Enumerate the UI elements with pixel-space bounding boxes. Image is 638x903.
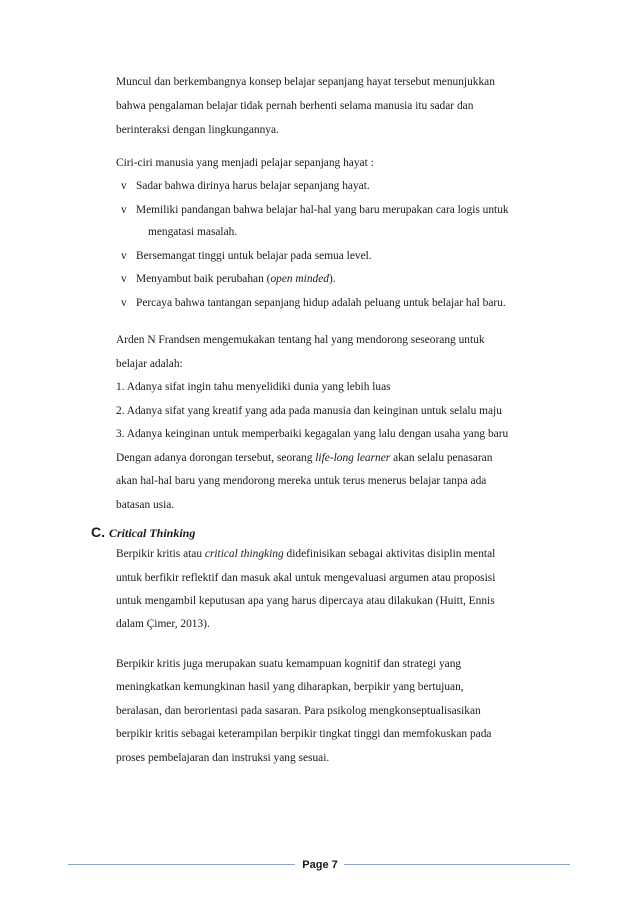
frandsen-list-2: 2. Adanya sifat yang kreatif yang ada pada manusia dan keinginan untuk selalu maju bbox=[116, 405, 502, 417]
frandsen-closing-2: akan hal-hal baru yang mendorong mereka untuk terus menerus belajar tanpa ada bbox=[116, 475, 487, 487]
critical-p2-line-3: beralasan, dan berorientasi pada sasaran. Para psikolog mengkonseptualisasikan bbox=[116, 705, 481, 717]
frandsen-closing-1: Dengan adanya dorongan tersebut, seorang life-long learner akan selalu penasaran bbox=[116, 452, 493, 464]
para1-line-2: bahwa pengalaman belajar tidak pernah berhenti selama manusia itu sadar dan bbox=[116, 100, 474, 112]
section-title: Critical Thinking bbox=[109, 526, 196, 540]
critical-p1-line-4: dalam Çimer, 2013). bbox=[116, 618, 210, 630]
frandsen-closing-3: batasan usia. bbox=[116, 499, 175, 511]
critical-p2-line-1: Berpikir kritis juga merupakan suatu kemampuan kognitif dan strategi yang bbox=[116, 658, 462, 670]
bullet-glyph: v bbox=[121, 250, 127, 262]
ciri-item-2-cont: mengatasi masalah. bbox=[148, 226, 238, 238]
open-minded-italic: open minded bbox=[270, 273, 329, 285]
critical-p2-line-4: berpikir kritis sebagai keterampilan berpikir tingkat tinggi dan memfokuskan pada bbox=[116, 728, 492, 740]
ciri-item-2: v Memiliki pandangan bahwa belajar hal-hal yang baru merupakan cara logis untuk bbox=[121, 204, 509, 216]
ciri-item-4: v Menyambut baik perubahan (open minded). bbox=[121, 273, 336, 285]
critical-p1-line-1: Berpikir kritis atau critical thingking didefinisikan sebagai aktivitas disiplin mental bbox=[116, 548, 496, 560]
bullet-glyph: v bbox=[121, 204, 127, 216]
frandsen-line-1: Arden N Frandsen mengemukakan tentang hal yang mendorong seseorang untuk bbox=[116, 334, 485, 346]
ciri-item-1: v Sadar bahwa dirinya harus belajar sepanjang hayat. bbox=[121, 180, 370, 192]
ciri-item-3: v Bersemangat tinggi untuk belajar pada semua level. bbox=[121, 250, 372, 262]
bullet-glyph: v bbox=[121, 273, 127, 285]
frandsen-list-3: 3. Adanya keinginan untuk memperbaiki kegagalan yang lalu dengan usaha yang baru bbox=[116, 428, 509, 440]
critical-p1-line-2: untuk berfikir reflektif dan masuk akal untuk mengevaluasi argumen atau proposisi bbox=[116, 572, 496, 584]
critical-p2-line-5: proses pembelajaran dan instruksi yang sesuai. bbox=[116, 752, 330, 764]
footer-rule-right bbox=[344, 864, 570, 865]
critical-thingking-italic: critical thingking bbox=[204, 548, 284, 560]
ciri-intro: Ciri-ciri manusia yang menjadi pelajar sepanjang hayat : bbox=[116, 157, 374, 169]
ciri-item-5: v Percaya bahwa tantangan sepanjang hidup adalah peluang untuk belajar hal baru. bbox=[121, 297, 506, 309]
section-heading bbox=[91, 524, 195, 541]
page-footer bbox=[0, 855, 638, 875]
para1-line-3: berinteraksi dengan lingkungannya. bbox=[116, 124, 279, 136]
page-number: Page 7 bbox=[302, 859, 338, 871]
section-letter: C. bbox=[91, 524, 105, 540]
frandsen-list-1: 1. Adanya sifat ingin tahu menyelidiki dunia yang lebih luas bbox=[116, 381, 391, 393]
footer-rule-left bbox=[68, 864, 295, 865]
life-long-learner-italic: life-long learner bbox=[315, 452, 391, 464]
para1-line-1: Muncul dan berkembangnya konsep belajar sepanjang hayat tersebut menunjukkan bbox=[116, 76, 495, 88]
frandsen-line-2: belajar adalah: bbox=[116, 358, 183, 370]
bullet-glyph: v bbox=[121, 297, 127, 309]
critical-p2-line-2: meningkatkan kemungkinan hasil yang diharapkan, berpikir yang bertujuan, bbox=[116, 681, 464, 693]
bullet-glyph: v bbox=[121, 180, 127, 192]
critical-p1-line-3: untuk mengambil keputusan apa yang harus dipercaya atau dilakukan (Huitt, Ennis bbox=[116, 595, 495, 607]
